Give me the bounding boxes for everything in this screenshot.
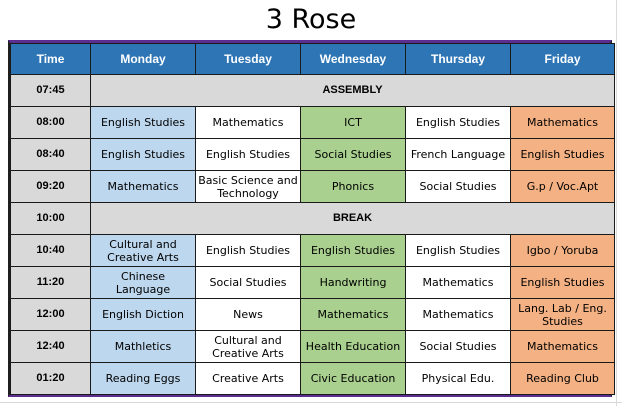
monday-cell[interactable]: English Diction	[91, 299, 196, 331]
header-time: Time	[11, 44, 91, 75]
tuesday-cell[interactable]: English Studies	[196, 139, 301, 171]
monday-cell[interactable]: Cultural and Creative Arts	[91, 235, 196, 267]
table-row	[11, 267, 615, 299]
timetable-grid	[10, 43, 615, 395]
friday-cell[interactable]: Igbo / Yoruba	[511, 235, 615, 267]
tuesday-cell[interactable]: Mathematics	[196, 107, 301, 139]
header-friday: Friday	[511, 44, 615, 75]
header-wednesday: Wednesday	[301, 44, 406, 75]
friday-cell[interactable]: Reading Club	[511, 363, 615, 395]
time-cell[interactable]: 10:40	[11, 235, 91, 267]
tuesday-cell[interactable]: News	[196, 299, 301, 331]
wednesday-cell[interactable]: Handwriting	[301, 267, 406, 299]
thursday-cell[interactable]: Mathematics	[406, 267, 511, 299]
tuesday-cell[interactable]: English Studies	[196, 235, 301, 267]
friday-cell[interactable]: Lang. Lab / Eng. Studies	[511, 299, 615, 331]
timetable	[8, 40, 612, 397]
table-row	[11, 203, 615, 235]
thursday-cell[interactable]: English Studies	[406, 235, 511, 267]
tuesday-cell[interactable]: Creative Arts	[196, 363, 301, 395]
friday-cell[interactable]: G.p / Voc.Apt	[511, 171, 615, 203]
time-cell[interactable]: 12:00	[11, 299, 91, 331]
time-cell[interactable]: 08:40	[11, 139, 91, 171]
thursday-cell[interactable]: French Language	[406, 139, 511, 171]
sheet-gridline	[0, 402, 622, 403]
sheet-gridline	[616, 0, 617, 406]
table-row	[11, 75, 615, 107]
page-title: 3 Rose	[265, 4, 357, 35]
monday-cell[interactable]: Mathletics	[91, 331, 196, 363]
header-tuesday: Tuesday	[196, 44, 301, 75]
header-thursday: Thursday	[406, 44, 511, 75]
time-cell[interactable]: 09:20	[11, 171, 91, 203]
wednesday-cell[interactable]: Civic Education	[301, 363, 406, 395]
monday-cell[interactable]: English Studies	[91, 139, 196, 171]
thursday-cell[interactable]: Social Studies	[406, 331, 511, 363]
monday-cell[interactable]: Chinese Language	[91, 267, 196, 299]
table-row	[11, 331, 615, 363]
wednesday-cell[interactable]: Health Education	[301, 331, 406, 363]
friday-cell[interactable]: English Studies	[511, 267, 615, 299]
thursday-cell[interactable]: Social Studies	[406, 171, 511, 203]
wednesday-cell[interactable]: English Studies	[301, 235, 406, 267]
table-row	[11, 363, 615, 395]
time-cell[interactable]: 10:00	[11, 203, 91, 235]
wednesday-cell[interactable]: Phonics	[301, 171, 406, 203]
wednesday-cell[interactable]: Mathematics	[301, 299, 406, 331]
friday-cell[interactable]: Mathematics	[511, 331, 615, 363]
break-cell[interactable]: BREAK	[91, 203, 615, 235]
thursday-cell[interactable]: English Studies	[406, 107, 511, 139]
time-cell[interactable]: 01:20	[11, 363, 91, 395]
table-row	[11, 171, 615, 203]
monday-cell[interactable]: Mathematics	[91, 171, 196, 203]
wednesday-cell[interactable]: ICT	[301, 107, 406, 139]
header-monday: Monday	[91, 44, 196, 75]
time-cell[interactable]: 08:00	[11, 107, 91, 139]
time-cell[interactable]: 07:45	[11, 75, 91, 107]
table-row	[11, 107, 615, 139]
header-row	[11, 44, 615, 75]
thursday-cell[interactable]: Mathematics	[406, 299, 511, 331]
monday-cell[interactable]: Reading Eggs	[91, 363, 196, 395]
tuesday-cell[interactable]: Cultural and Creative Arts	[196, 331, 301, 363]
thursday-cell[interactable]: Physical Edu.	[406, 363, 511, 395]
tuesday-cell[interactable]: Basic Science and Technology	[196, 171, 301, 203]
friday-cell[interactable]: English Studies	[511, 139, 615, 171]
wednesday-cell[interactable]: Social Studies	[301, 139, 406, 171]
assembly-cell[interactable]: ASSEMBLY	[91, 75, 615, 107]
tuesday-cell[interactable]: Social Studies	[196, 267, 301, 299]
table-row	[11, 139, 615, 171]
table-row	[11, 299, 615, 331]
table-row	[11, 235, 615, 267]
monday-cell[interactable]: English Studies	[91, 107, 196, 139]
friday-cell[interactable]: Mathematics	[511, 107, 615, 139]
time-cell[interactable]: 12:40	[11, 331, 91, 363]
time-cell[interactable]: 11:20	[11, 267, 91, 299]
